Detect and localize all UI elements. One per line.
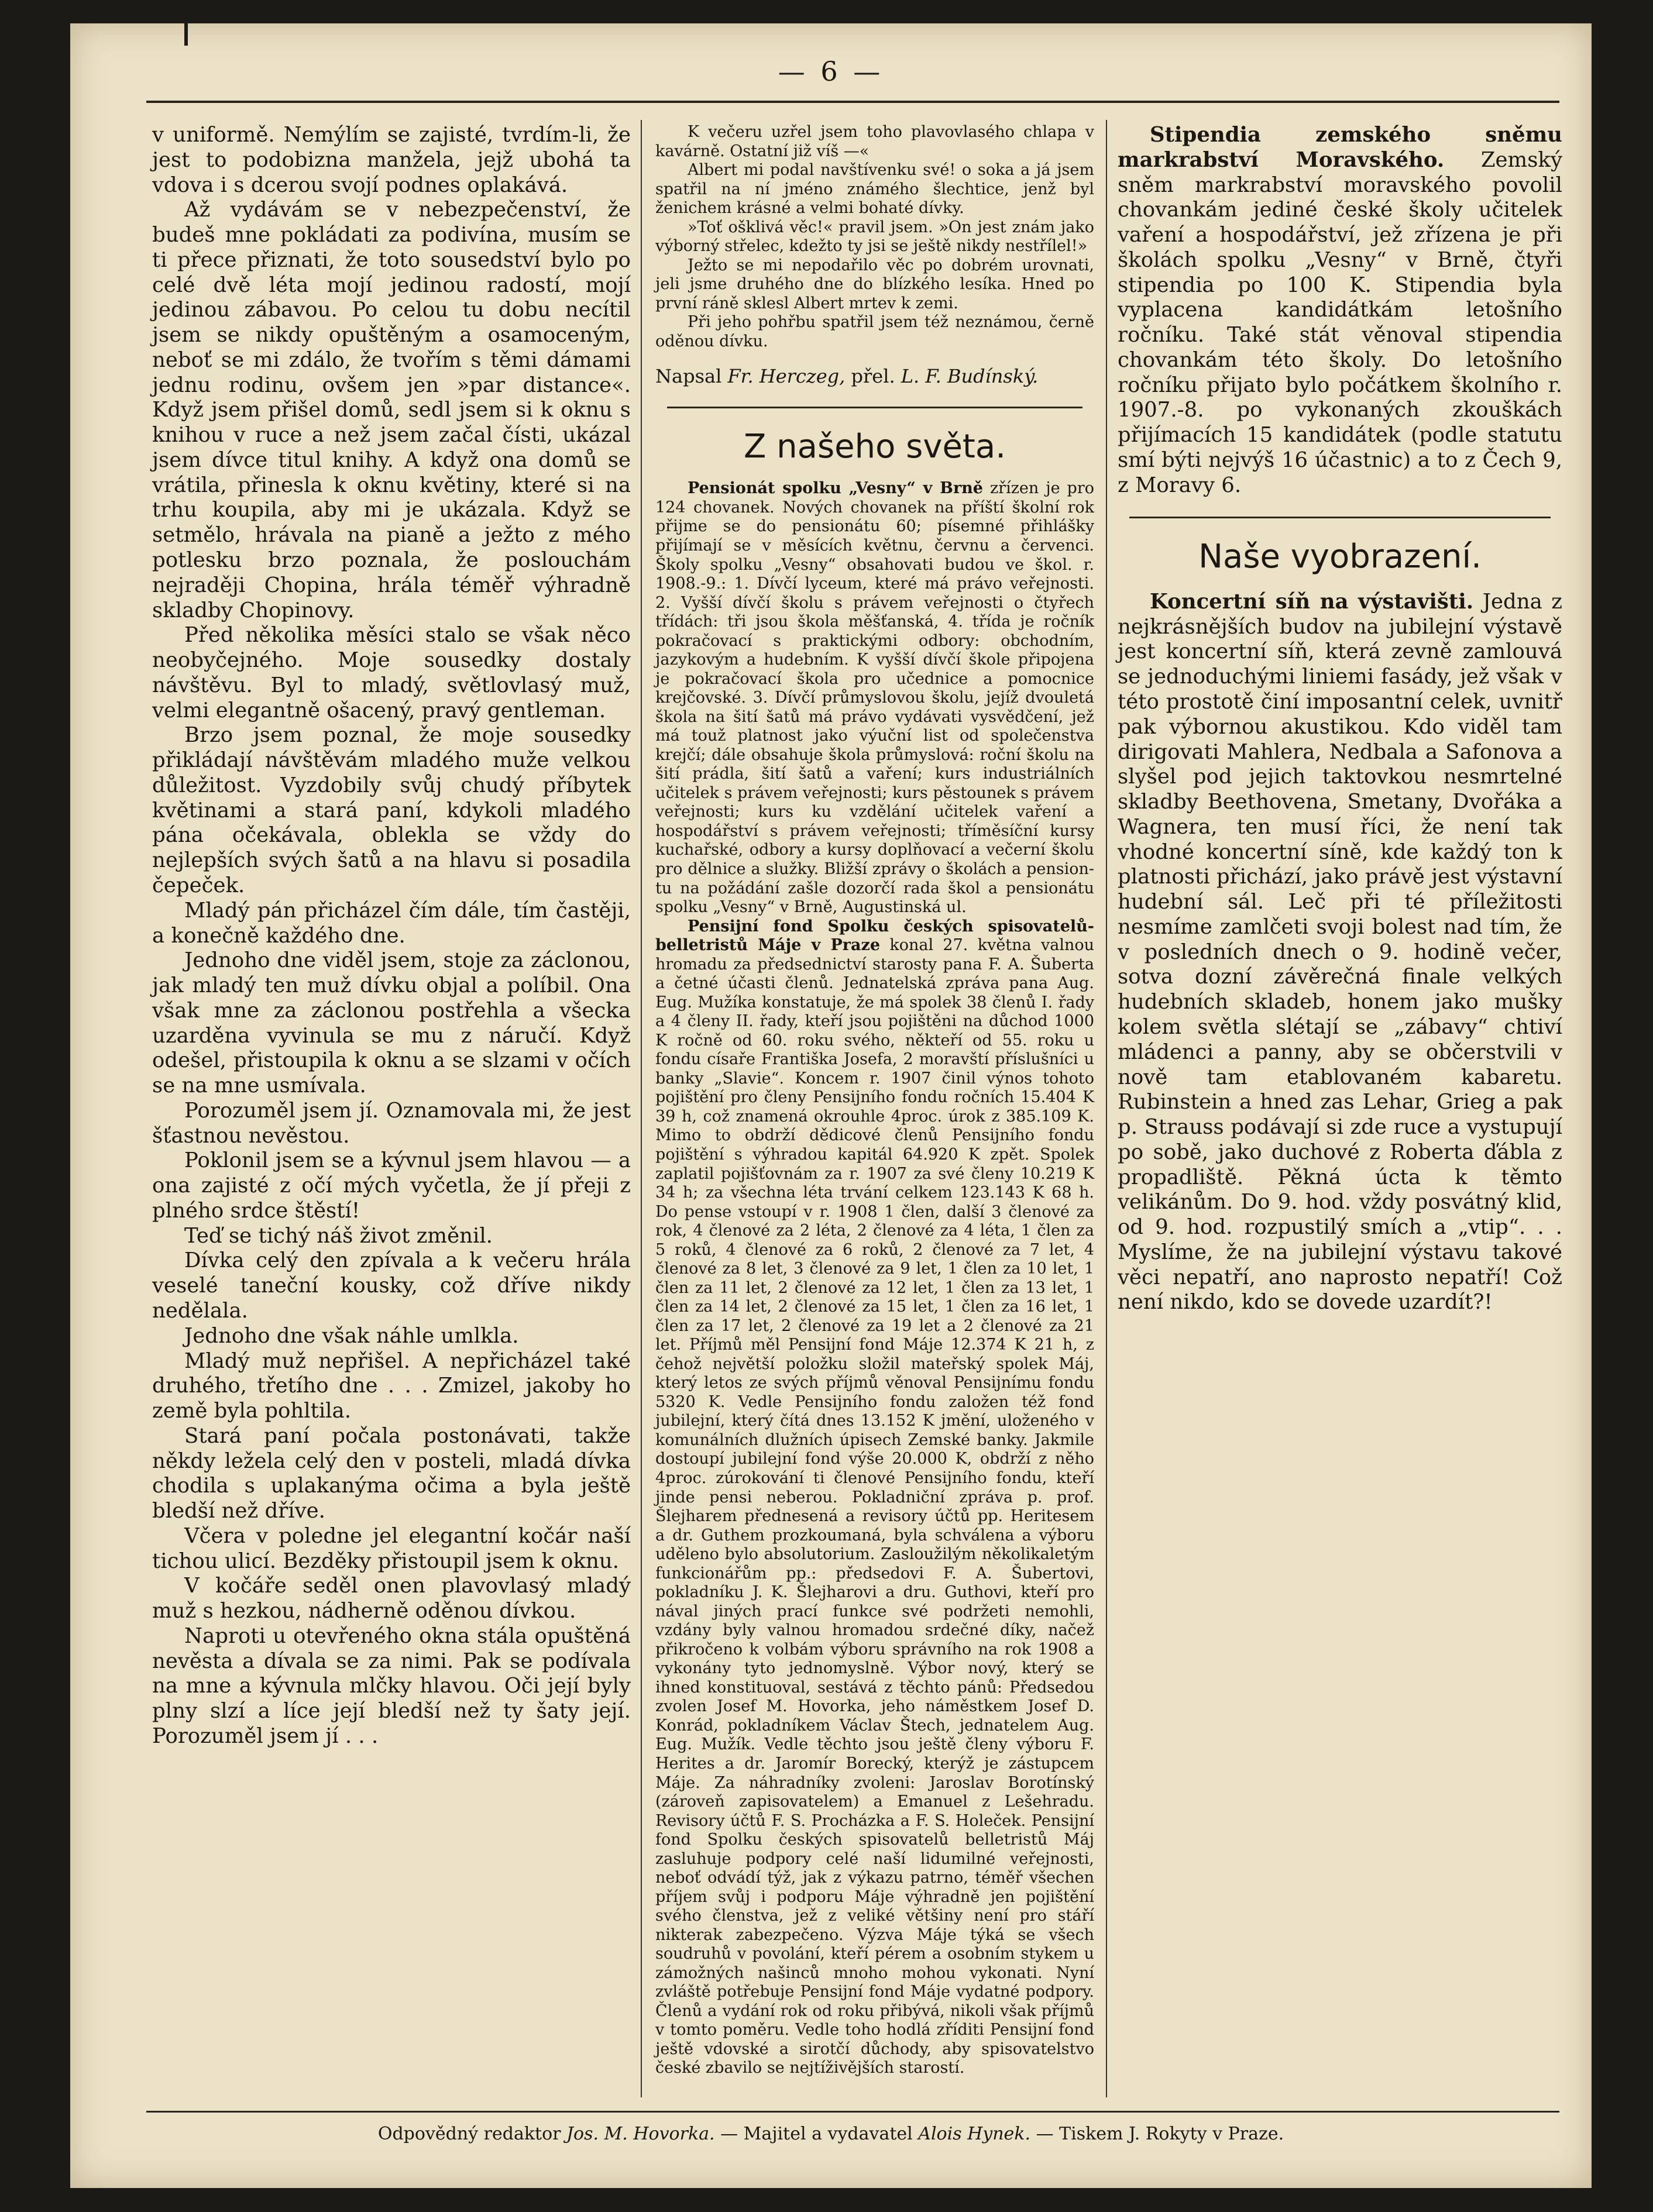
page-number: — 6 — [778,56,884,87]
story-paragraph: Naproti u otevřeného okna stála opuštěná nevěsta a dívala se za nimi. Pak se podívala na mne a kývnula mlčky hlavou. Oči její byly plny slzí a líce její bledší než ty šaty její. Porozuměl jsem jí . . . [152,1623,631,1748]
story-paragraph: v uniformě. Nemýlím se zajisté, tvrdím-li, že jest to podobizna manžela, jejž ubohá ta vdova i s dcerou svojí podnes oplakává. [152,123,631,197]
story-paragraph: V kočáře seděl onen plavovlasý mladý muž s hezkou, nádherně oděnou dívkou. [152,1574,631,1623]
header-rule [146,101,1559,103]
story-paragraph: Teď se tichý náš život změnil. [184,1223,493,1248]
credit-prefix: Napsal [655,365,722,388]
story-paragraph: Včera v poledne jel elegantní kočár naší tichou ulicí. Bezděky přistoupil jsem k oknu. [152,1523,631,1573]
scan-mark [184,23,188,46]
news-lead: Koncertní síň na výstavišti. [1150,589,1474,614]
story-paragraph: Jednoho dne viděl jsem, stoje za záclonou, jak mladý ten muž dívku objal a políbil. Ona však mne za záclonou postřehla a všecka uzarděna vyvinula se mu z náručí. Když odešel, přistoupila k oknu a se slzami v očích se na mne usmívala. [152,948,631,1098]
footer-label-publisher: — Majitel a vydavatel [720,2124,913,2144]
story-paragraph: Brzo jsem poznal, že moje sousedky přikládají návštěvám mladého muže velkou důležitost. Vyzdobily svůj chudý příbytek květinami a stará paní, kdykoli mladého pána očekávala, oblekla se vždy do nejlepších svých šatů a na hlavu si posadila čepeček. [152,723,631,897]
footer-label-editor: Odpovědný redaktor [377,2124,561,2144]
column-right [1118,123,1562,1315]
credit-author: Fr. Herczeg, [727,365,846,388]
column-divider [641,120,642,2097]
newspaper-page [70,23,1592,2188]
news-paragraph-pensionat [655,479,1094,917]
footer-publisher: Alois Hynek. [918,2124,1031,2144]
story-credit [655,365,1094,388]
story-paragraph: Porozuměl jsem jí. Oznamovala mi, že jest šťastnou nevěstou. [152,1098,631,1148]
story-paragraph: Ježto se mi nepodařilo věc po dobrém urovnati, jeli jsme druhého dne do blízkého lesíka. Hned po první ráně sklesl Albert mrtev k zemi. [655,256,1094,312]
news-lead: Stipendia zemského sněmu markrabství Moravského. [1118,123,1562,172]
news-paragraph-pensijni-fond [655,917,1094,2078]
column-middle [655,123,1094,2078]
footer-printer: — Tiskem J. Rokyty v Praze. [1036,2124,1284,2144]
footer-rule [146,2111,1559,2113]
news-lead: Pensijní fond Spolku českých spisovatelů-belletristů Máje v Praze [655,917,1094,955]
news-text: zřízen je pro 124 chovanek. Nových chovanek na příští školní rok přijme se do pensionátu 60; písemné přihlášky přijímají se v měsících květnu, červnu a červenci. Školy spolku „Vesny“ obsahovati budou ve škol. r. 1908.-9.: 1. Dívčí lyceum, které má právo veřejnosti. 2. Vyšší dívčí školu s právem veřejnosti o čtyřech třídách: tři jsou škola měšťanská, 4. třída je ročník pokračovací s praktickými odbory: obchodním, jazykovým a hudebním. K vyšší dívčí škole připojena je pokračovací škola pro učednice a pomocnice krejčovské. 3. Dívčí průmyslovou školu, jejíž dvouletá škola na šití šatů má právo vydávati vysvědčení, jež má touž platnost jako výuční list od společenstva krejčí; dále obsahuje škola průmyslová: roční školu na šití prádla, šití šatů a vaření; kurs industriálních učitelek s právem veřejnosti; kurs pěstounek s právem veřejnosti; kurs ku vzdělání učitelek vaření a hospodářství s právem veřejnosti; tříměsíční kursy kuchařské, odbory a kursy doplňovací a večerní školu pro dělnice a služky. Bližší zprávy o školách a pension-tu na požádání zašle dozorčí rada škol a pensionátu spolku „Vesny“ v Brně, Augustinská ul. [655,479,1094,917]
column-divider [1106,120,1107,2097]
section-separator [1129,517,1551,518]
imprint-footer [70,2124,1592,2144]
news-text: konal 27. května valnou hromadu za předsednictví starosty pana F. A. Šuberta a četné účasti členů. Jednatelská zpráva pana Aug. Eug. Mužíka konstatuje, že má spolek 38 členů I. řady a 4 členy II. řady, kteří jsou pojištěni na důchod 1000 K ročně od 60. roku svého, někteří od 55. roku u fondu císaře Františka Josefa, 2 moravští příslušníci u banky „Slavie“. Koncem r. 1907 činil výnos tohoto pojištění pro členy Pensijního fondu ročních 15.404 K 39 h, což znamená okrouhle 4proc. úrok z 385.109 K. Mimo to obdrží dědicové členů Pensijního fondu pojištění s výhradou kapitál 64.920 K zpět. Spolek zaplatil pojišťovnám za r. 1907 za své členy 10.219 K 34 h; za všechna léta trvání celkem 123.143 K 68 h. Do pense vstoupí v r. 1908 1 člen, další 3 členové za rok, 4 členové za 2 léta, 2 členové za 4 léta, 1 člen za 5 roků, 4 členové za 6 roků, 2 členové za 7 let, 4 členové za 8 let, 3 členové za 9 let, 1 člen za 10 let, 1 člen za 11 let, 2 členové za 12 let, 1 člen za 13 let, 1 člen za 14 let, 2 členové za 15 let, 1 člen za 16 let, 1 člen za 17 let, 2 členové za 19 let a 2 členové za 21 let. Příjmů měl Pensijní fond Máje 12.374 K 21 h, z čehož největší položku složil mateřský spolek Máj, který letos ze svých příjmů věnoval Pensijnímu fondu 5320 K. Vedle Pensijního fondu založen též fond jubilejní, který čítá dnes 13.152 K jmění, uloženého v komunálních dlužních úpisech Zemské banky. Jakmile dostoupí jubilejní fond výše 20.000 K, obdrží z něho 4proc. zúrokování ti členové Pensijního fondu, kteří jinde pensi neberou. Pokladniční zpráva p. prof. Šlejharem přednesená a revisory účtů pp. Heritesem a dr. Guthem prozkoumaná, byla schválena a výboru uděleno bylo absolutorium. Zasloužilým několikaletým funkcionářům pp.: předsedovi F. A. Šubertovi, pokladníku J. K. Šlejharovi a dru. Guthovi, kteří pro nával jiných prací funkce své podržeti nemohli, vzdány byly valnou hromadou srdečné díky, načež přikročeno k volbám výboru správního na rok 1908 a vykonány tyto jednomyslně. Výbor nový, který se ihned konstituoval, sestává z těchto pánů: Předsedou zvolen Josef M. Hovorka, jeho náměstkem Josef D. Konrád, pokladníkem Václav Štech, jednatelem Aug. Eug. Mužík. Vedle těchto jsou ještě členy výboru F. Herites a dr. Jaromír Borecký, kterýž je zástupcem Máje. Za náhradníky zvoleni: Jaroslav Borotínský (zároveň zapisovatelem) a Emanuel z Lešehradu. Revisory účtů F. S. Procházka a F. S. Holeček. Pensijní fond Spolku českých spisovatelů belletristů Máj zasluhuje podpory celé naší lidumilné veřejnosti, neboť odvádí týž, jak z výkazu patrno, téměř všechen příjem svůj i podporu Máje výhradně jen pojištění svého členstva, jež z veliké většiny není pro stáří nikterak zabezpečeno. Výzva Máje týká se všech soudruhů v povolání, kteří pérem a osobním stykem u zámožných našinců mnoho mohou vykonati. Nyní zvláště potřebuje Pensijní fond Máje vydatné podpory. Členů a vydání rok od roku přibývá, nikoli však příjmů v tomto poměru. Vedle toho hodlá zříditi Pensijní fond ještě vdovské a sirotčí důchody, aby spisovatelstvo české zbavilo se nejtíživějších starostí. [655,936,1094,2077]
story-paragraph: »Toť ošklivá věc!« pravil jsem. »On jest znám jako výborný střelec, kdežto ty jsi se ještě nikdy nestřílel!» [655,218,1094,256]
story-paragraph: Albert mi podal navštívenku své! o soka a já jsem spatřil na ní jméno známého šlechtice, jenž byl ženichem krásné a velmi bohaté dívky. [655,161,1094,218]
section-heading-nase-vyobrazeni: Naše vyobrazení. [1198,538,1482,576]
story-paragraph: Dívka celý den zpívala a k večeru hrála veselé taneční kousky, což dříve nikdy nedělala. [152,1248,631,1323]
story-paragraph: Poklonil jsem se a kývnul jsem hlavou — a ona zajisté z očí mých vyčetla, že jí přeji z plného srdce štěstí! [152,1148,631,1223]
story-paragraph: K večeru uzřel jsem toho plavovlasého chlapa v kavárně. Ostatní již víš —« [655,123,1094,160]
section-heading-z-naseho-sveta: Z našeho světa. [744,427,1006,466]
section-separator [667,407,1082,408]
credit-translator: L. F. Budínský. [901,365,1039,388]
story-paragraph: Mladý muž nepřišel. A nepřicházel také druhého, třetího dne . . . Zmizel, jakoby ho země byla pohltila. [152,1348,631,1423]
story-paragraph: Až vydávám se v nebezpečenství, že budeš mne pokládati za podivína, musím se ti přece přiznati, že toto sousedství bylo po celé dvě léta mojí jedinou radostí, mojí jedinou zábavou. Po celou tu dobu necítil jsem se nikdy opuštěným a osamoceným, neboť se mi zdálo, že tvořím s těmi dámami jednu rodinu, ovšem jen »par distance«. Když jsem přišel domů, sedl jsem si k oknu s knihou v ruce a než jsem začal čísti, ukázal jsem dívce titul knihy. A když ona domů se vrátila, přinesla k oknu květiny, které si na trhu koupila, aby mi je ukázala. Když se setmělo, hrávala na pianě a ježto z mého potlesku brzo poznala, že poslouchám nejraději Chopina, hrála téměř výhradně skladby Chopinovy. [152,198,631,622]
footer-editor: Jos. M. Hovorka. [566,2124,715,2144]
story-paragraph: Mladý pán přicházel čím dále, tím častěji, a konečně každého dne. [152,898,631,948]
story-paragraph: Při jeho pohřbu spatřil jsem též neznámou, černě oděnou dívku. [655,313,1094,350]
news-text: Zemský sněm markrabství moravského povolil chovankám jediné české školy učitelek vaření a hospodářství, jež zřízena je při školách spolku „Vesny“ v Brně, čtyři stipendia po 100 K. Stipendia byla vyplacena kandidátkám letošního ročníku. Také stát věnoval stipendia chovankám této školy. Do letošního ročníku přijato bylo počátkem školního r. 1907.-8. po vykonaných zkouškách přijímacích 15 kandidátek (podle statutu smí býti nejvýš 16 účastnic) a to z Čech 9, z Moravy 6. [1118,147,1562,497]
credit-middle: přel. [851,365,895,388]
news-paragraph-koncertni-sin [1118,590,1562,1315]
column-story-continued [152,123,631,1749]
news-paragraph-stipendia [1118,123,1562,498]
news-lead: Pensionát spolku „Vesny“ v Brně [688,479,983,498]
story-paragraph: Jednoho dne však náhle umlkla. [184,1323,519,1348]
news-text: Jedna z nejkrásnějších budov na jubilejní výstavě jest koncertní síň, která zevně zamlouvá se jednoduchými liniemi fasády, jež však v této prostotě činí imposantní celek, uvnitř pak výbornou akustikou. Kdo viděl tam dirigovati Mahlera, Nedbala a Safonova a slyšel pod jejich taktovkou nesmrtelné skladby Beethovena, Smetany, Dvořáka a Wagnera, ten musí říci, že není tak vhodné koncertní síně, kde každý ton k platnosti přichází, jako právě jest výstavní hudební sál. Leč při té příležitosti nesmíme zamlčeti svoji bolest nad tím, že v posledních dnech o 9. hodině večer, sotva dozní závěrečná finale velkých hudebních skladeb, honem jako mušky kolem světla slétají se „zábavy“ chtiví mládenci a panny, aby se občerstvili v nově tam etablovaném kabaretu. Rubinstein a hned zas Lehar, Grieg a pak p. Strauss podávají si zde ruce a vystupují po sobě, jako duchové z Roberta ďábla z propadliště. Pěkná úcta k těmto velikánům. Do 9. hod. vždy posvátný klid, od 9. hod. rozpustilý smích a „vtip“. . . Myslíme, že na jubilejní výstavu takové věci nepatří, ano naprosto nepatří! Což není nikdo, kdo se dovede uzardít?! [1118,589,1562,1315]
story-paragraph: Stará paní počala postonávati, takže někdy ležela celý den v posteli, mladá dívka chodila s uplakanýma očima a byla ještě bledší než dříve. [152,1423,631,1523]
story-paragraph: Před několika měsíci stalo se však něco neobyčejného. Moje sousedky dostaly návštěvu. Byl to mladý, světlovlasý muž, velmi elegantně ošacený, pravý gentleman. [152,623,631,723]
